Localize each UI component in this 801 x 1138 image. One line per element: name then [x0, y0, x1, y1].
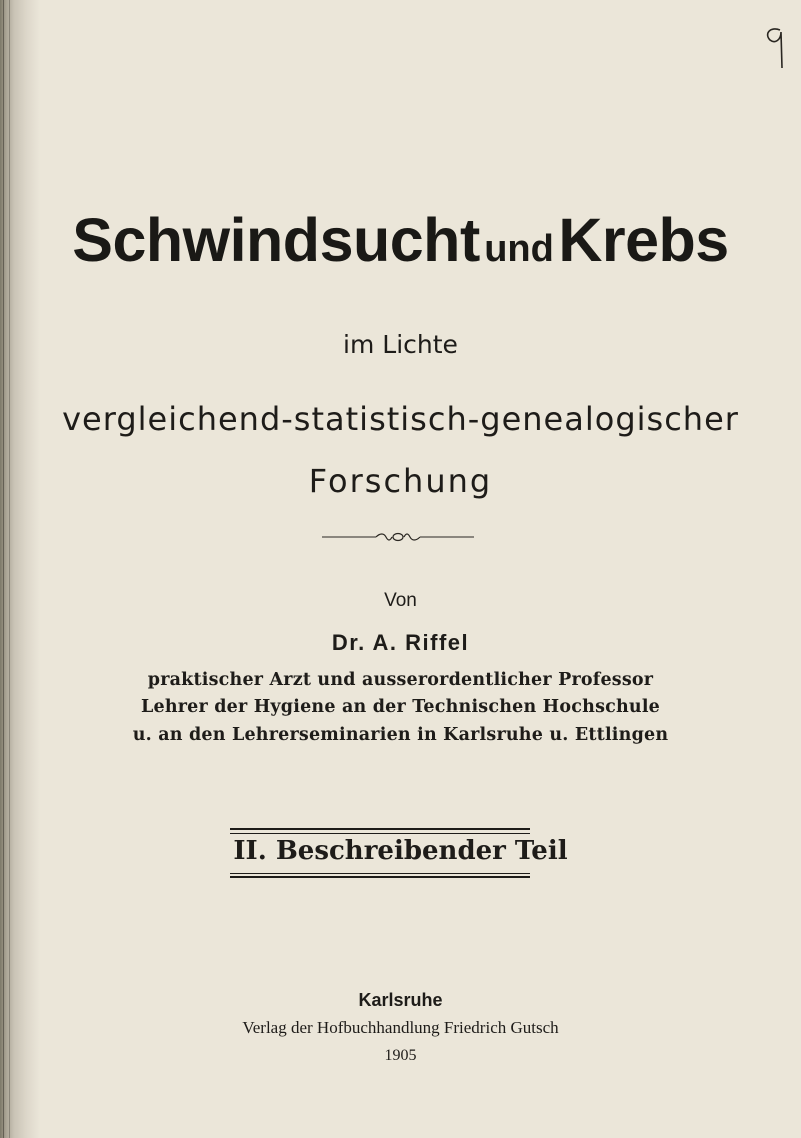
title-conjunction: und [484, 228, 554, 270]
author-credential: Lehrer der Hygiene an der Technischen Hochschule [140, 697, 661, 717]
author-credential: u. an den Lehrerseminarien in Karlsruhe u. Ettlingen [132, 725, 669, 745]
part-title: II. Beschreibender Teil [233, 836, 568, 866]
imprint-publisher: Verlag der Hofbuchhandlung Friedrich Gutsch [242, 1018, 559, 1037]
subtitle-line-3: Forschung [308, 462, 493, 500]
rule-top-thick [230, 828, 530, 830]
rule-bottom-thick [230, 876, 530, 878]
handwritten-page-number [760, 22, 790, 72]
rule-bottom-thin [230, 873, 530, 874]
page-edge-line [9, 0, 10, 1138]
ornament-divider [318, 530, 478, 544]
author-credential: praktischer Arzt und ausserordentlicher Professor [147, 670, 654, 690]
subtitle-line-2: vergleichend-statistisch-genealogischer [62, 400, 739, 438]
imprint-city: Karlsruhe [358, 990, 443, 1010]
binding-shadow [0, 0, 40, 1138]
page-edge-line [3, 0, 4, 1138]
book-title [0, 205, 801, 275]
subtitle-line-1: im Lichte [343, 330, 458, 359]
byline: Von [384, 590, 417, 611]
title-part-2: Krebs [558, 206, 729, 274]
title-part-1: Schwindsucht [72, 206, 480, 274]
author-name: Dr. A. Riffel [331, 630, 470, 655]
rule-top-thin [230, 833, 530, 834]
imprint-year: 1905 [384, 1047, 417, 1064]
